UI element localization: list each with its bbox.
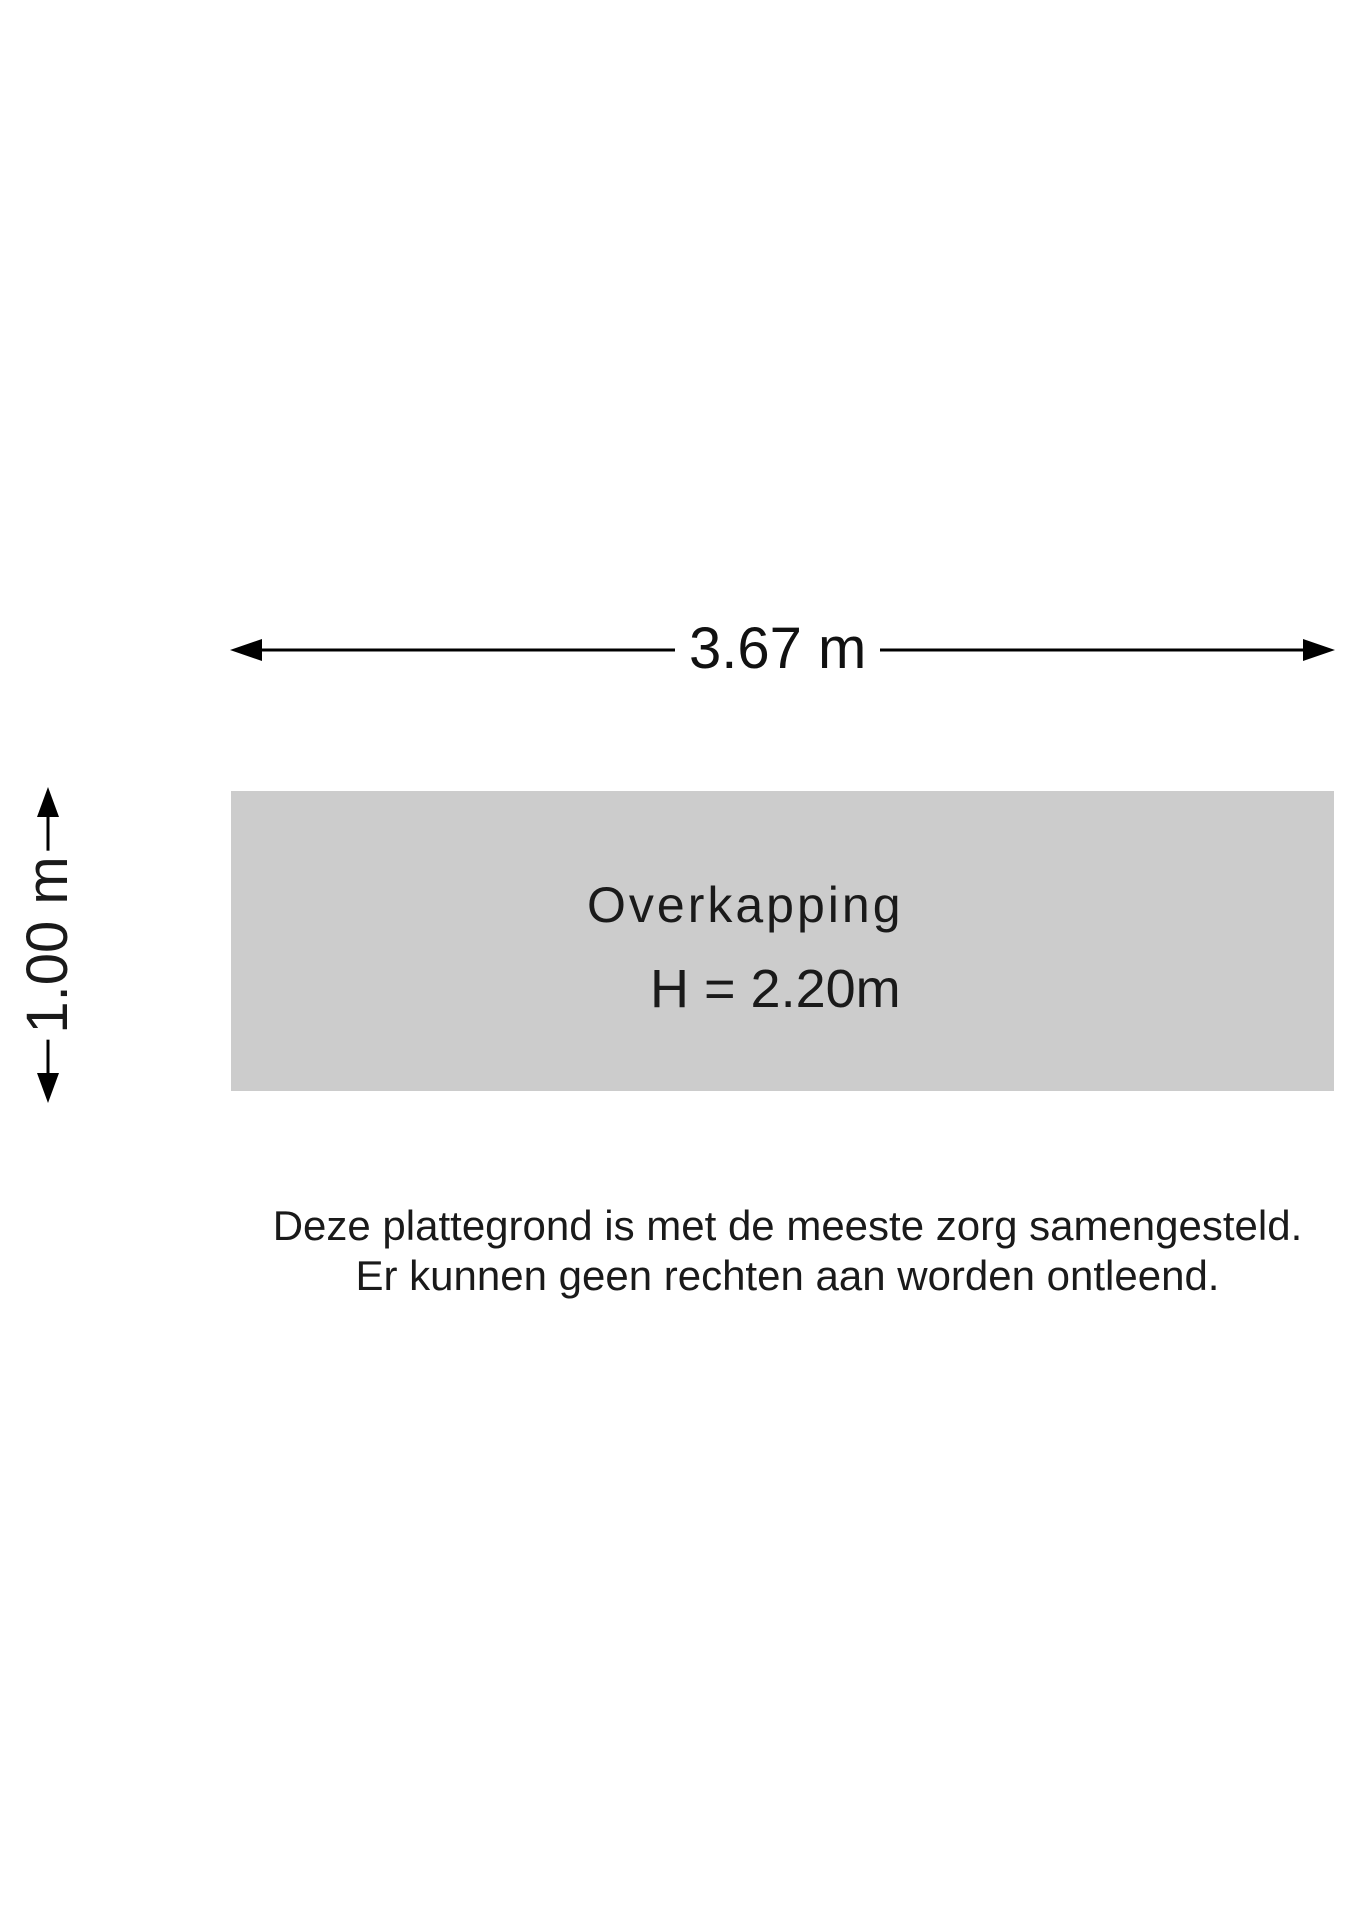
disclaimer	[180, 1201, 1358, 1301]
arrow-right-icon	[1303, 639, 1335, 661]
depth-dimension-label: 1.00 m	[19, 850, 77, 1039]
room-overkapping	[231, 791, 1334, 1091]
room-height: H = 2.20m	[650, 959, 901, 1019]
disclaimer-line-1: Deze plattegrond is met de meeste zorg samengesteld.	[272, 1202, 1303, 1249]
room-name: Overkapping	[587, 877, 904, 933]
disclaimer-line-2: Er kunnen geen rechten aan worden ontleend.	[355, 1252, 1220, 1299]
arrow-down-icon	[37, 1073, 59, 1103]
width-dimension-label: 3.67 m	[675, 620, 880, 678]
arrow-left-icon	[230, 639, 262, 661]
arrow-up-icon	[37, 787, 59, 817]
